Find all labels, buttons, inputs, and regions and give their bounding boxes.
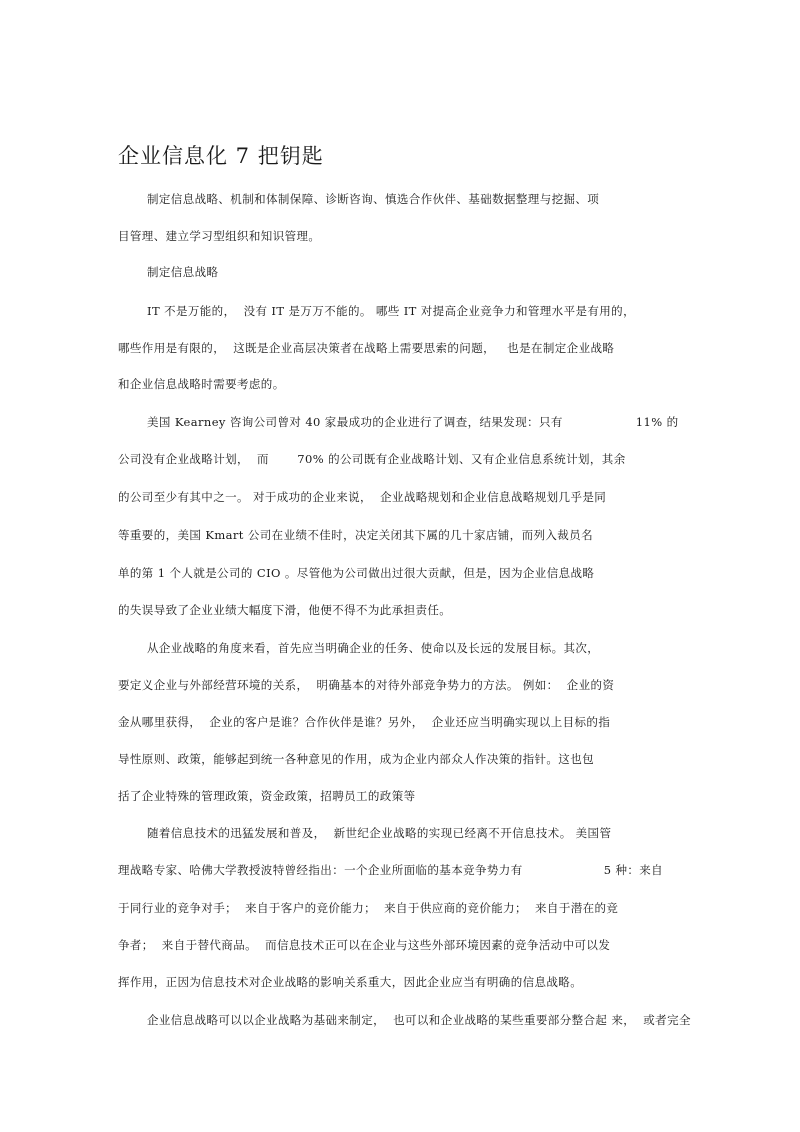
paragraph-line: 于同行业的竞争对手； 来自于客户的竞价能力； 来自于供应商的竞价能力； 来自于潜在的竞 xyxy=(118,901,619,915)
paragraph-line: 导性原则、政策，能够起到统一各种意见的作用，成为企业内部众人作决策的指针。这也包 xyxy=(118,752,594,766)
paragraph-line: 制定信息战略、机制和体制保障、诊断咨询、慎选合作伙伴、基础数据整理与挖掘、项 xyxy=(147,192,600,206)
paragraph-line: 争者； 来自于替代商品。 而信息技术正可以在企业与这些外部环境因素的竞争活动中可以发 xyxy=(118,938,611,952)
paragraph-line: 和企业信息战略时需要考虑的。 xyxy=(118,377,285,391)
paragraph-line: 等重要的，美国 Kmart 公司在业绩不佳时，决定关闭其下属的几十家店铺，而列入裁员名 xyxy=(118,528,593,542)
paragraph-line: 从企业战略的角度来看，首先应当明确企业的任务、使命以及长远的发展目标。其次， xyxy=(147,641,600,655)
paragraph-line: 企业信息战略可以以企业战略为基础来制定， 也可以和企业战略的某些重要部分整合起 来， 或者完全 xyxy=(147,1013,691,1027)
paragraph-line: 挥作用，正因为信息技术对企业战略的影响关系重大，因此企业应当有明确的信息战略。 xyxy=(118,975,583,989)
paragraph-line: 理战略专家、哈佛大学教授波特曾经指出：一个企业所面临的基本竞争势力有 5 种：来自 xyxy=(118,863,664,877)
paragraph-line: 要定义企业与外部经营环境的关系， 明确基本的对待外部竞争势力的方法。 例如： 企业的资 xyxy=(118,678,615,692)
paragraph-line: 随着信息技术的迅猛发展和普及， 新世纪企业战略的实现已经离不开信息技术。 美国管 xyxy=(147,826,612,840)
paragraph-line: 公司没有企业战略计划， 而 70% 的公司既有企业战略计划、又有企业信息系统计划，其余 xyxy=(118,452,626,466)
paragraph-line: 目管理、建立学习型组织和知识管理。 xyxy=(118,229,321,243)
paragraph-line: 金从哪里获得， 企业的客户是谁？合作伙伴是谁？另外， 企业还应当明确实现以上目标的指 xyxy=(118,715,611,729)
section-heading: 制定信息战略 xyxy=(147,265,219,279)
paragraph-line: 的失误导致了企业业绩大幅度下滑，他便不得不为此承担责任。 xyxy=(118,603,452,617)
paragraph-line: 美国 Kearney 咨询公司曾对 40 家最成功的企业进行了调查，结果发现：只有 11% 的 xyxy=(147,415,679,429)
paragraph-line: IT 不是万能的， 没有 IT 是万万不能的。 哪些 IT 对提高企业竞争力和管理水平是有用的， xyxy=(147,304,635,318)
paragraph-line: 哪些作用是有限的， 这既是企业高层决策者在战略上需要思索的问题， 也是在制定企业战略 xyxy=(118,341,615,355)
paragraph-line: 单的第 1 个人就是公司的 CIO 。尽管他为公司做出过很大贡献，但是，因为企业信息战略 xyxy=(118,566,595,580)
paragraph-line: 括了企业特殊的管理政策，资金政策，招聘员工的政策等 xyxy=(118,789,416,803)
paragraph-line: 的公司至少有其中之一。 对于成功的企业来说， 企业战略规划和企业信息战略规划几乎是同 xyxy=(118,490,607,504)
document-title: 企业信息化 7 把钥匙 xyxy=(118,144,324,168)
